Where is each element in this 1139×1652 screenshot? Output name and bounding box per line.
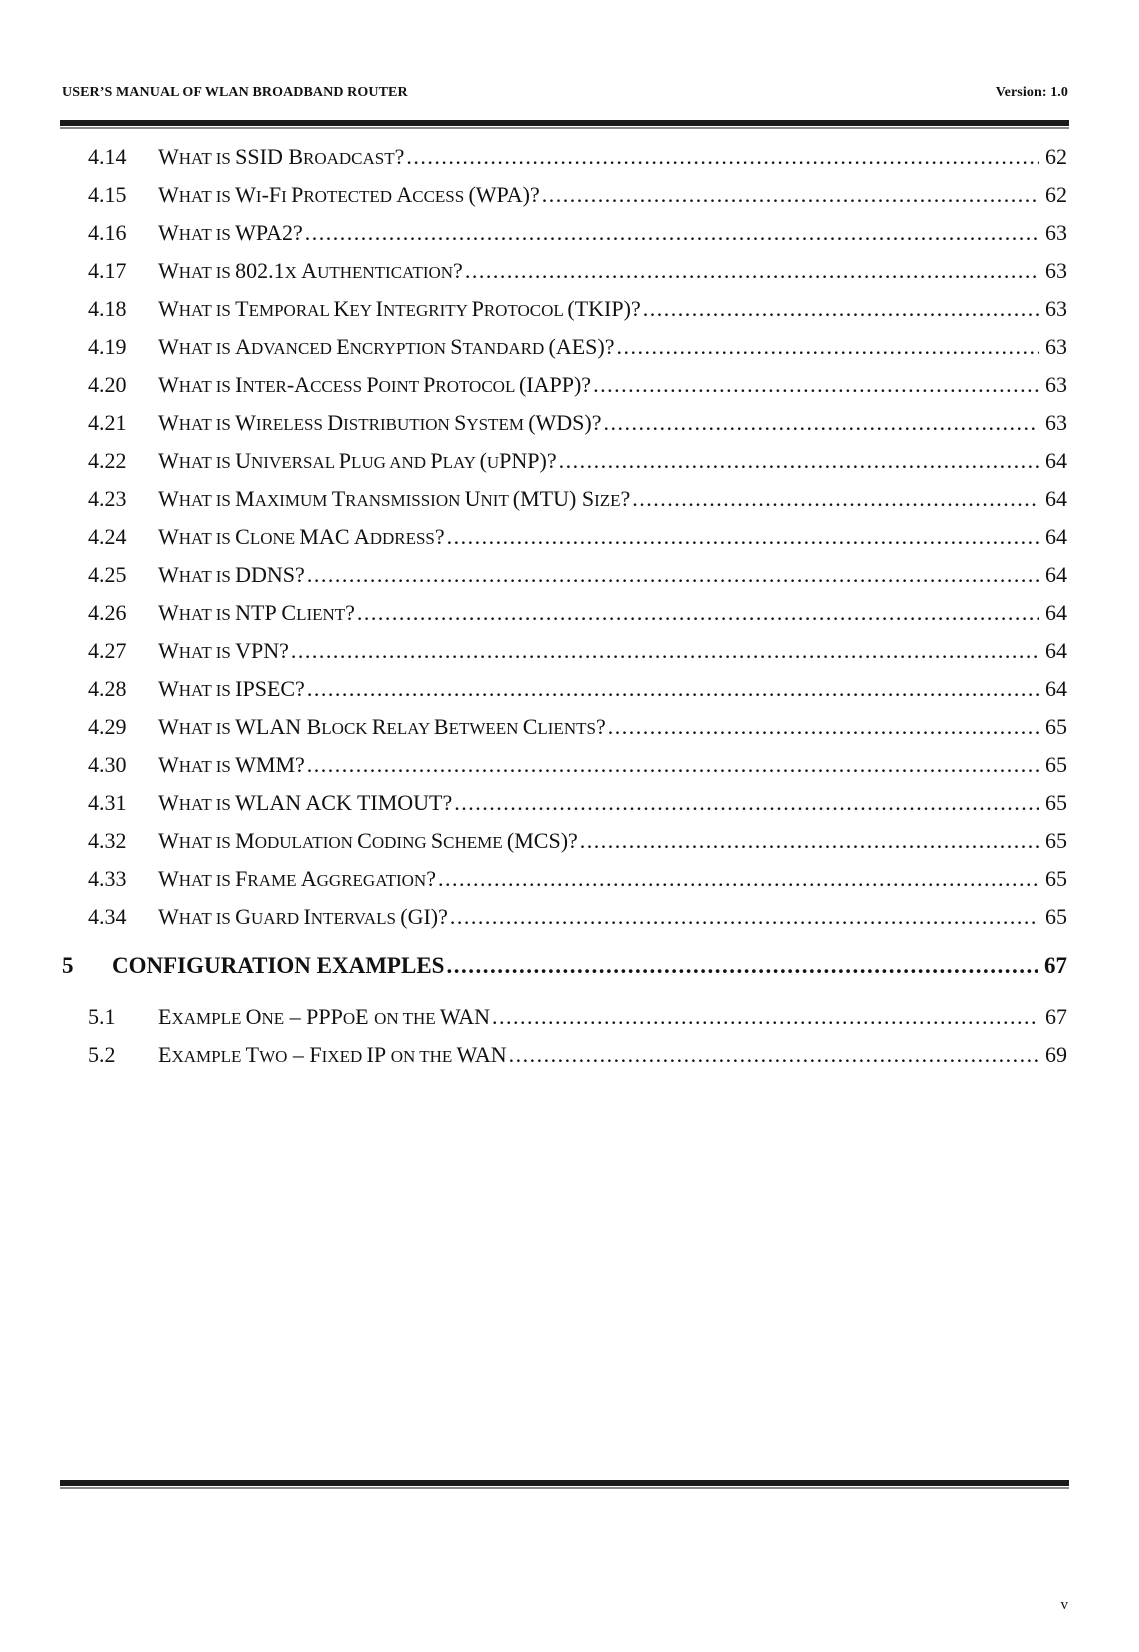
toc-title-fragment: R — [371, 714, 387, 739]
toc-entry-title — [158, 404, 602, 444]
toc-entry[interactable] — [62, 138, 1067, 176]
toc-entry-page: 65 — [1045, 790, 1067, 815]
toc-title-fragment: E — [158, 1004, 172, 1029]
toc-title-fragment: F — [235, 866, 248, 891]
toc-leader-dots — [617, 328, 1040, 366]
toc-title-fragment: HAT IS — [178, 415, 236, 434]
toc-entry[interactable] — [62, 998, 1067, 1036]
toc-title-fragment: (MTU) S — [512, 486, 595, 511]
toc-entry-page: 63 — [1045, 410, 1067, 435]
toc-title-fragment: ? — [620, 486, 631, 511]
toc-title-fragment: – F — [287, 1042, 322, 1067]
toc-entry-title — [158, 632, 289, 672]
toc-title-fragment: WLAN ACK TIMOUT? — [235, 790, 453, 815]
toc-title-fragment: RAME — [247, 871, 301, 890]
toc-title-fragment: W — [158, 372, 179, 397]
footer-page-number: v — [1060, 1597, 1068, 1613]
toc-leader-dots — [632, 480, 1039, 518]
toc-title-fragment: LIENT — [296, 605, 346, 624]
table-of-contents — [62, 138, 1067, 1074]
toc-title-fragment: W — [158, 334, 179, 359]
toc-entry-page: 65 — [1045, 866, 1067, 891]
toc-entry-number: 4.24 — [88, 524, 127, 549]
toc-title-fragment: -F — [261, 182, 282, 207]
toc-title-fragment: NTP C — [235, 600, 297, 625]
toc-title-fragment: LAY — [442, 453, 480, 472]
toc-title-fragment: P — [423, 372, 436, 397]
toc-title-fragment: EY — [349, 301, 376, 320]
toc-title-fragment: IXED — [321, 1047, 367, 1066]
toc-title-fragment: RANSMISSION — [345, 491, 465, 510]
toc-title-fragment: NTERVALS — [310, 909, 401, 928]
toc-entry-page: 64 — [1045, 448, 1067, 473]
toc-entry-number: 4.31 — [88, 790, 127, 815]
toc-entry-number: 4.27 — [88, 638, 127, 663]
toc-entry[interactable] — [62, 480, 1067, 518]
toc-entry-number: 4.30 — [88, 752, 127, 777]
toc-title-fragment: W — [158, 790, 179, 815]
toc-title-fragment: HAT IS — [178, 719, 236, 738]
toc-entry-number: 4.20 — [88, 372, 127, 397]
toc-title-fragment: W — [158, 562, 179, 587]
toc-title-fragment: HAT IS — [178, 187, 236, 206]
toc-title-fragment: G — [235, 904, 252, 929]
toc-entry-number: 4.19 — [88, 334, 127, 359]
toc-entry[interactable] — [62, 518, 1067, 556]
toc-entry-title — [158, 214, 303, 254]
toc-leader-dots — [450, 898, 1039, 936]
toc-entry-number: 4.28 — [88, 676, 127, 701]
toc-entry-number: 4.23 — [88, 486, 127, 511]
toc-leader-dots — [454, 784, 1039, 822]
toc-entry[interactable] — [62, 746, 1067, 784]
toc-title-fragment: ON THE — [390, 1047, 457, 1066]
toc-title-fragment: NTER — [242, 377, 287, 396]
toc-entry-page: 64 — [1045, 524, 1067, 549]
toc-title-fragment: K — [333, 296, 350, 321]
toc-title-fragment: LIENTS — [537, 719, 596, 738]
toc-entry-title — [158, 898, 448, 938]
toc-title-fragment: ODULATION — [254, 833, 358, 852]
toc-title-fragment: HAT IS — [178, 643, 236, 662]
toc-title-fragment: C — [235, 524, 250, 549]
toc-entry-page: 65 — [1045, 828, 1067, 853]
toc-title-fragment: T — [245, 1042, 260, 1067]
toc-title-fragment: LUG AND — [350, 453, 431, 472]
toc-entry-number: 4.25 — [88, 562, 127, 587]
toc-entry-title — [158, 176, 540, 216]
toc-title-fragment: -A — [286, 372, 311, 397]
toc-entry-page: 63 — [1045, 372, 1067, 397]
toc-title-fragment: MAC A — [299, 524, 370, 549]
toc-leader-dots — [447, 518, 1039, 556]
toc-title-fragment: W — [158, 828, 179, 853]
toc-title-fragment: B — [433, 714, 449, 739]
toc-title-fragment: (MCS)? — [506, 828, 578, 853]
toc-section-4 — [62, 138, 1067, 936]
toc-title-fragment: HAT IS — [178, 681, 236, 700]
toc-entry-title — [158, 860, 436, 900]
toc-entry-number: 4.17 — [88, 258, 127, 283]
toc-entry[interactable] — [62, 328, 1067, 366]
toc-entry-number: 4.34 — [88, 904, 127, 929]
toc-leader-dots — [608, 708, 1039, 746]
toc-title-fragment: NIVERSAL — [251, 453, 339, 472]
toc-title-fragment: ROTOCOL — [483, 301, 568, 320]
toc-title-fragment: ? — [453, 258, 463, 283]
toc-leader-dots — [357, 594, 1039, 632]
toc-entry-title — [158, 746, 305, 786]
toc-title-fragment: CCESS — [310, 377, 367, 396]
toc-title-fragment: I — [303, 904, 311, 929]
toc-entry[interactable] — [62, 176, 1067, 214]
toc-entry[interactable] — [62, 898, 1067, 936]
toc-title-fragment: ISTRIBUTION — [343, 415, 455, 434]
toc-entry-title — [158, 784, 452, 824]
toc-entry-title — [158, 138, 404, 178]
toc-title-fragment: NIT — [480, 491, 513, 510]
toc-entry-title — [158, 442, 557, 482]
toc-title-fragment: A — [235, 334, 252, 359]
toc-title-fragment: S — [450, 334, 463, 359]
toc-title-fragment: X — [284, 263, 302, 282]
toc-title-fragment: HAT IS — [178, 795, 236, 814]
toc-title-fragment: GGREGATION — [316, 871, 427, 890]
toc-title-fragment: HAT IS — [178, 149, 236, 168]
toc-title-fragment: M — [235, 486, 255, 511]
toc-title-fragment: ODING — [371, 833, 431, 852]
toc-chapter-number: 5 — [62, 953, 74, 978]
toc-title-fragment: ETWEEN — [448, 719, 523, 738]
toc-title-fragment: ROTECTED — [303, 187, 397, 206]
toc-title-fragment: HAT IS — [178, 377, 236, 396]
toc-entry-number: 4.29 — [88, 714, 127, 739]
toc-title-fragment: UTHENTICATION — [317, 263, 454, 282]
toc-title-fragment: E — [336, 334, 350, 359]
toc-title-fragment: HAT IS — [178, 871, 236, 890]
toc-leader-dots — [542, 176, 1039, 214]
toc-title-fragment: W — [158, 220, 179, 245]
toc-title-fragment: U — [235, 448, 252, 473]
toc-title-fragment: P — [291, 182, 304, 207]
toc-title-fragment: D — [327, 410, 344, 435]
toc-title-fragment: – PPP — [284, 1004, 343, 1029]
toc-title-fragment: WMM? — [235, 752, 305, 777]
toc-entry-page: 63 — [1045, 220, 1067, 245]
toc-title-fragment: C — [522, 714, 538, 739]
toc-leader-dots — [305, 214, 1039, 252]
toc-entry-title — [158, 1036, 507, 1076]
toc-entry[interactable] — [62, 252, 1067, 290]
toc-entry-page: 64 — [1045, 486, 1067, 511]
toc-entry-title — [158, 290, 641, 330]
toc-entry-number: 5.2 — [88, 1042, 116, 1067]
toc-chapter-page: 67 — [1044, 953, 1067, 978]
toc-title-fragment: W — [158, 676, 179, 701]
toc-entry-page: 62 — [1045, 182, 1067, 207]
toc-entry-title — [158, 556, 305, 596]
toc-title-fragment: ROADCAST — [303, 149, 395, 168]
toc-title-fragment: I — [375, 296, 383, 321]
toc-entry[interactable] — [62, 822, 1067, 860]
running-header-title: USER’S MANUAL OF WLAN BROADBAND ROUTER — [62, 85, 408, 100]
toc-title-fragment: HAT IS — [178, 909, 236, 928]
toc-entry-number: 4.26 — [88, 600, 127, 625]
toc-title-fragment: W — [158, 714, 179, 739]
toc-title-fragment: XAMPLE — [171, 1009, 246, 1028]
toc-title-fragment: W — [158, 410, 179, 435]
toc-title-fragment: A — [301, 258, 318, 283]
toc-title-fragment: ? — [345, 600, 355, 625]
toc-leader-dots — [643, 290, 1039, 328]
toc-title-fragment: W — [158, 752, 179, 777]
toc-title-fragment: W — [235, 182, 256, 207]
toc-title-fragment: IP — [366, 1042, 391, 1067]
toc-title-fragment: W — [158, 258, 179, 283]
toc-title-fragment: W — [158, 182, 179, 207]
toc-entry-page: 67 — [1045, 1004, 1067, 1029]
toc-title-fragment: (AES)? — [548, 334, 615, 359]
toc-title-fragment: SSID B — [235, 144, 303, 169]
toc-entry[interactable] — [62, 670, 1067, 708]
toc-title-fragment: W — [158, 600, 179, 625]
running-header-version: Version: 1.0 — [995, 85, 1068, 100]
toc-title-fragment: WPA2? — [235, 220, 303, 245]
toc-entry[interactable] — [62, 708, 1067, 746]
toc-entry-page: 64 — [1045, 562, 1067, 587]
toc-title-fragment: A — [300, 866, 317, 891]
toc-entry-number: 4.33 — [88, 866, 127, 891]
toc-title-fragment: I — [255, 187, 262, 206]
toc-title-fragment: YSTEM — [466, 415, 529, 434]
toc-entry[interactable] — [62, 1036, 1067, 1074]
toc-title-fragment: W — [158, 866, 179, 891]
toc-title-fragment: CCESS — [412, 187, 469, 206]
toc-title-fragment: I — [281, 187, 292, 206]
toc-entry[interactable] — [62, 860, 1067, 898]
toc-title-fragment: W — [158, 486, 179, 511]
toc-title-fragment: HAT IS — [178, 339, 236, 358]
toc-leader-dots — [406, 138, 1039, 176]
toc-title-fragment: ROTOCOL — [435, 377, 519, 396]
toc-title-fragment: ? — [434, 524, 445, 549]
toc-entry[interactable] — [62, 442, 1067, 480]
toc-title-fragment: W — [235, 410, 256, 435]
toc-title-fragment: P — [471, 296, 484, 321]
toc-title-fragment: DVANCED — [251, 339, 337, 358]
toc-entry[interactable] — [62, 556, 1067, 594]
toc-leader-dots — [593, 366, 1039, 404]
toc-title-fragment: HAT IS — [178, 529, 236, 548]
toc-title-fragment: U — [486, 453, 500, 472]
toc-leader-dots — [604, 404, 1039, 442]
toc-title-fragment: IRELESS — [255, 415, 328, 434]
toc-title-fragment: ? — [595, 714, 606, 739]
toc-title-fragment: HAT IS — [178, 567, 236, 586]
toc-entry-title — [158, 366, 591, 406]
toc-leader-dots — [438, 860, 1039, 898]
toc-title-fragment: XAMPLE — [171, 1047, 246, 1066]
toc-chapter-title: CONFIGURATION EXAMPLES — [112, 953, 445, 978]
toc-title-fragment: EMPORAL — [248, 301, 334, 320]
toc-title-fragment: ? — [426, 866, 436, 891]
toc-title-fragment: S — [454, 410, 467, 435]
toc-title-fragment: HAT IS — [178, 491, 236, 510]
toc-title-fragment: ? — [394, 144, 405, 169]
toc-chapter-5[interactable] — [62, 940, 1067, 992]
toc-title-fragment: WAN — [456, 1042, 507, 1067]
toc-title-fragment: WLAN B — [235, 714, 322, 739]
toc-entry-page: 65 — [1045, 752, 1067, 777]
toc-title-fragment: M — [235, 828, 255, 853]
toc-entry-title — [158, 594, 355, 634]
toc-entry-page: 63 — [1045, 258, 1067, 283]
toc-entry[interactable] — [62, 366, 1067, 404]
toc-leader-dots — [291, 632, 1039, 670]
toc-entry-number: 4.16 — [88, 220, 127, 245]
toc-entry-page: 64 — [1045, 676, 1067, 701]
toc-title-fragment: P — [366, 372, 379, 397]
toc-title-fragment: DDNS? — [235, 562, 305, 587]
toc-title-fragment: HAT IS — [178, 453, 236, 472]
toc-title-fragment: UARD — [251, 909, 304, 928]
toc-title-fragment: W — [158, 904, 179, 929]
toc-entry-number: 5.1 — [88, 1004, 116, 1029]
toc-title-fragment: T — [235, 296, 249, 321]
toc-title-fragment: HAT IS — [178, 263, 236, 282]
toc-title-fragment: HAT IS — [178, 225, 236, 244]
toc-title-fragment: C — [357, 828, 372, 853]
toc-title-fragment: IZE — [594, 491, 621, 510]
toc-leader-dots — [307, 746, 1039, 784]
toc-entry-page: 65 — [1045, 714, 1067, 739]
toc-title-fragment: (GI)? — [400, 904, 448, 929]
toc-title-fragment: VPN? — [235, 638, 289, 663]
toc-entry-title — [158, 480, 630, 520]
toc-entry-title — [158, 670, 305, 710]
toc-title-fragment: AXIMUM — [254, 491, 332, 510]
toc-leader-dots — [307, 670, 1039, 708]
toc-title-fragment: 802.1 — [235, 258, 285, 283]
toc-title-fragment: LONE — [249, 529, 300, 548]
toc-entry-number: 4.15 — [88, 182, 127, 207]
toc-entry-title — [158, 328, 615, 368]
toc-title-fragment: LOCK — [321, 719, 372, 738]
toc-title-fragment: (WPA)? — [468, 182, 540, 207]
toc-entry-page: 64 — [1045, 600, 1067, 625]
toc-entry[interactable] — [62, 784, 1067, 822]
toc-entry-title — [158, 708, 606, 748]
toc-title-fragment: ON THE — [374, 1009, 440, 1028]
toc-entry-page: 63 — [1045, 334, 1067, 359]
toc-title-fragment: (IAPP)? — [518, 372, 592, 397]
toc-entry[interactable] — [62, 214, 1067, 252]
toc-title-fragment: W — [158, 638, 179, 663]
toc-title-fragment: HAT IS — [178, 605, 236, 624]
toc-title-fragment: E — [158, 1042, 172, 1067]
toc-entry-title — [158, 822, 578, 862]
toc-entry-number: 4.14 — [88, 144, 127, 169]
toc-leader-dots — [492, 998, 1039, 1036]
toc-title-fragment: DDRESS — [369, 529, 435, 548]
toc-title-fragment: O — [342, 1009, 356, 1028]
toc-title-fragment: A — [396, 182, 413, 207]
toc-title-fragment: ( — [479, 448, 487, 473]
header-rule — [60, 120, 1069, 129]
toc-entry-page: 63 — [1045, 296, 1067, 321]
footer-rule — [60, 1480, 1069, 1489]
toc-title-fragment: (WDS)? — [528, 410, 602, 435]
toc-entry[interactable] — [62, 632, 1067, 670]
toc-entry[interactable] — [62, 594, 1067, 632]
toc-entry-title — [158, 252, 463, 292]
toc-entry-title — [158, 518, 445, 558]
toc-entry[interactable] — [62, 404, 1067, 442]
toc-title-fragment: WAN — [439, 1004, 491, 1029]
toc-title-fragment: I — [235, 372, 243, 397]
toc-title-fragment: TANDARD — [462, 339, 549, 358]
toc-entry-page: 65 — [1045, 904, 1067, 929]
toc-title-fragment: NTEGRITY — [382, 301, 472, 320]
toc-title-fragment: W — [158, 144, 179, 169]
toc-title-fragment: T — [331, 486, 346, 511]
toc-leader-dots — [559, 442, 1039, 480]
toc-entry-number: 4.18 — [88, 296, 127, 321]
toc-title-fragment: PNP)? — [499, 448, 557, 473]
toc-title-fragment: (TKIP)? — [567, 296, 641, 321]
toc-entry-page: 62 — [1045, 144, 1067, 169]
toc-entry-number: 4.22 — [88, 448, 127, 473]
toc-title-fragment: WO — [259, 1047, 288, 1066]
toc-title-fragment: NCRYPTION — [349, 339, 451, 358]
toc-title-fragment: U — [464, 486, 481, 511]
toc-title-fragment: W — [158, 448, 179, 473]
toc-title-fragment: P — [338, 448, 351, 473]
toc-title-fragment: OINT — [378, 377, 424, 396]
toc-title-fragment: S — [430, 828, 444, 853]
toc-leader-dots — [580, 822, 1039, 860]
toc-title-fragment: O — [245, 1004, 262, 1029]
toc-leader-dots — [465, 252, 1039, 290]
toc-title-fragment: CHEME — [443, 833, 507, 852]
toc-title-fragment: ELAY — [386, 719, 434, 738]
toc-title-fragment: HAT IS — [178, 757, 236, 776]
toc-title-fragment: IPSEC? — [235, 676, 305, 701]
toc-title-fragment: HAT IS — [178, 301, 236, 320]
toc-leader-dots — [307, 556, 1039, 594]
toc-entry-page: 69 — [1045, 1042, 1067, 1067]
toc-title-fragment: NE — [261, 1009, 285, 1028]
toc-entry-title — [158, 998, 490, 1038]
toc-entry-number: 4.21 — [88, 410, 127, 435]
toc-title-fragment: W — [158, 524, 179, 549]
toc-leader-dots — [446, 940, 1038, 992]
toc-entry-page: 64 — [1045, 638, 1067, 663]
toc-title-fragment: HAT IS — [178, 833, 236, 852]
toc-title-fragment: P — [430, 448, 443, 473]
toc-entry[interactable] — [62, 290, 1067, 328]
toc-title-fragment: E — [355, 1004, 375, 1029]
toc-leader-dots — [509, 1036, 1039, 1074]
toc-section-5 — [62, 998, 1067, 1074]
toc-title-fragment: W — [158, 296, 179, 321]
toc-entry-number: 4.32 — [88, 828, 127, 853]
